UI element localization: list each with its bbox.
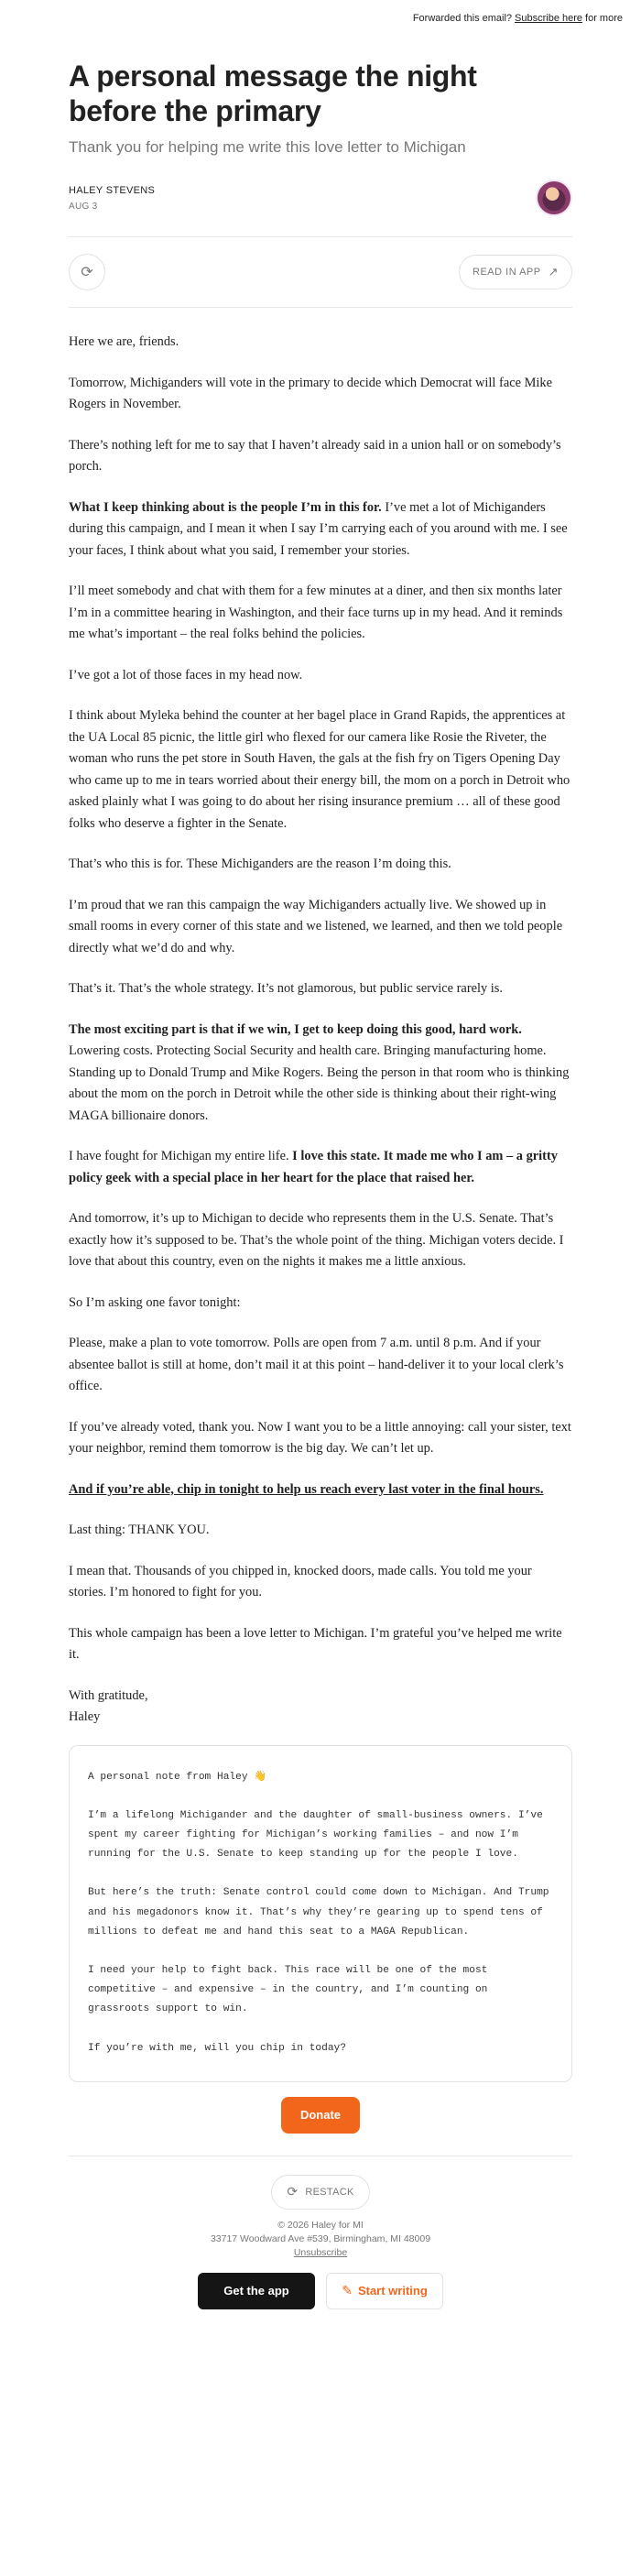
restack-row bbox=[69, 2175, 572, 2210]
body-paragraph: There’s nothing left for me to say that I haven’t already said in a union hall or on somebody’s porch. bbox=[69, 437, 561, 474]
personal-note-box bbox=[69, 1745, 572, 2082]
read-in-app-button[interactable] bbox=[459, 255, 572, 289]
body-paragraph: Last thing: THANK YOU. bbox=[69, 1523, 210, 1537]
body-text: I have fought for Michigan my entire life. bbox=[69, 1149, 293, 1163]
restack-circle-button[interactable] bbox=[69, 254, 105, 290]
forward-bar bbox=[0, 0, 641, 37]
body-paragraph bbox=[69, 1146, 572, 1189]
bold-text: The most exciting part is that if we win, I get to keep doing this good, hard work. bbox=[69, 1021, 522, 1037]
body-paragraph: So I’m asking one favor tonight: bbox=[69, 1294, 241, 1310]
note-paragraph: I’m a lifelong Michigander and the daughter of small-business owners. I’ve spent my career fighting for Michigan’s working families – and now I’m running for the U.S. Senate to keep standing up for the people I love. bbox=[88, 1809, 543, 1861]
note-heading: A personal note from Haley 👋 bbox=[88, 1771, 267, 1783]
body-paragraph: That’s it. That’s the whole strategy. It’s not glamorous, but public service rarely is. bbox=[69, 981, 503, 996]
post-body bbox=[69, 332, 572, 1729]
body-paragraph: Please, make a plan to vote tomorrow. Polls are open from 7 a.m. until 8 p.m. And if your absentee ballot is still at home, don’t mail it at this point – hand-deliver it to your local clerk’s office. bbox=[69, 1336, 564, 1393]
note-paragraph: But here’s the truth: Senate control could come down to Michigan. And Trump and his megadonors know it. That’s why they’re gearing up to spend tens of millions to defeat me and hand this seat to a MAGA Republican. bbox=[88, 1887, 549, 1937]
get-the-app-button[interactable]: Get the app bbox=[198, 2273, 315, 2309]
body-paragraph: And tomorrow, it’s up to Michigan to decide who represents them in the U.S. Senate. That’s exactly how it’s supposed to be. That’s the whole point of the thing. Michigan voters decide. I love that about this country, even on the nights it makes me a little anxious. bbox=[69, 1211, 564, 1269]
signature: Haley bbox=[69, 1709, 101, 1724]
byline-text bbox=[69, 185, 155, 212]
post-date: AUG 3 bbox=[69, 201, 98, 212]
action-bar bbox=[69, 237, 572, 307]
body-paragraph: I’ll meet somebody and chat with them for a few minutes at a diner, and then six months later I’m in a committee hearing in Washington, and their face turns up in my head. And it reminds me what’s important – the real folks behind the policies. bbox=[69, 584, 563, 641]
post-title[interactable]: A personal message the night before the primary bbox=[69, 60, 477, 127]
body-paragraph: Here we are, friends. bbox=[69, 334, 179, 349]
donate-button[interactable]: Donate bbox=[281, 2097, 360, 2134]
body-paragraph: I mean that. Thousands of you chipped in, knocked doors, made calls. You told me your stories. I’m honored to fight for you. bbox=[69, 1563, 532, 1599]
body-paragraph: If you’ve already voted, thank you. Now I want you to be a little annoying: call your sister, text your neighbor, remind them tomorrow is the big day. We can’t let up. bbox=[69, 1419, 571, 1456]
arrow-up-right-icon: ↗ bbox=[548, 265, 559, 278]
note-paragraph: I need your help to fight back. This race will be one of the most competitive – and expensive – in the country, and I’m counting on grassroots support to win. bbox=[88, 1964, 488, 2015]
read-in-app-label: READ IN APP bbox=[473, 267, 541, 278]
body-paragraph: I think about Myleka behind the counter at her bagel place in Grand Rapids, the apprentices at the UA Local 85 picnic, the little girl who flexed for our camera like Rosie the Riveter, the woman who runs the pet store in South Haven, the gals at the fish fry on Tigers Opening Day who came up to me in tears worried about their energy bill, the mom on a porch in Detroit who asked plainly what I was going to do about her rising insurance premium … all of these good folks who deserve a fighter in the Senate. bbox=[69, 708, 570, 831]
start-writing-button[interactable] bbox=[326, 2273, 443, 2309]
body-text: I’ve met a lot of Michiganders during this campaign, and I mean it when I say I’m carrying each of you around with me. I see your faces, I think about what you said, I remember your stories. bbox=[69, 499, 568, 558]
restack-label: RESTACK bbox=[305, 2186, 354, 2198]
unsubscribe-link[interactable]: Unsubscribe bbox=[293, 2246, 348, 2258]
signoff-block bbox=[69, 1686, 572, 1729]
body-paragraph bbox=[69, 497, 572, 562]
post-subtitle: Thank you for helping me write this love letter to Michigan bbox=[69, 138, 466, 156]
author-name[interactable]: HALEY STEVENS bbox=[69, 184, 156, 196]
footer-copyright: © 2026 Haley for MI bbox=[277, 2219, 364, 2231]
bold-text: What I keep thinking about is the people I’m in this for. bbox=[69, 499, 382, 515]
body-paragraph: I’ve got a lot of those faces in my head now. bbox=[69, 667, 303, 682]
forward-suffix: for more bbox=[585, 13, 623, 24]
body-paragraph bbox=[69, 1479, 572, 1501]
bold-text: I love this state. It made me who I am – a gritty policy geek with a special place in her heart for the place that raised her. bbox=[69, 1149, 558, 1185]
subscribe-link[interactable]: Subscribe here bbox=[515, 13, 583, 24]
action-divider bbox=[69, 307, 572, 308]
body-paragraph: This whole campaign has been a love letter to Michigan. I’m grateful you’ve helped me write it. bbox=[69, 1625, 562, 1662]
body-paragraph: That’s who this is for. These Michiganders are the reason I’m doing this. bbox=[69, 857, 451, 871]
donate-row bbox=[69, 2097, 572, 2134]
byline bbox=[69, 180, 572, 216]
chip-in-link[interactable]: And if you’re able, chip in tonight to help us reach every last voter in the final hours. bbox=[69, 1481, 544, 1497]
body-text: Lowering costs. Protecting Social Security and health care. Bringing manufacturing home. Standing up to Donald Trump and Mike Rogers. Being the person in that room who is thinking about the mom on the porch in Detroit while the other side is thinking about their right-wing MAGA billionaire donors. bbox=[69, 1043, 570, 1123]
signoff: With gratitude, bbox=[69, 1687, 148, 1703]
footer bbox=[69, 2219, 572, 2260]
restack-icon: ⟳ bbox=[287, 2184, 299, 2199]
body-paragraph: I’m proud that we ran this campaign the way Michiganders actually live. We showed up in small rooms in every corner of this state and we listened, we learned, and then we told people directly what we’d do and why. bbox=[69, 897, 563, 955]
start-writing-label: Start writing bbox=[357, 2284, 428, 2298]
pen-icon: ✎ bbox=[342, 2283, 353, 2298]
restack-button[interactable] bbox=[271, 2175, 369, 2210]
body-paragraph bbox=[69, 1020, 572, 1128]
restack-icon: ⟳ bbox=[81, 265, 93, 280]
note-paragraph: If you’re with me, will you chip in today? bbox=[88, 2042, 346, 2054]
avatar[interactable] bbox=[536, 180, 572, 216]
post-container bbox=[69, 59, 572, 2309]
footer-address: 33717 Woodward Ave #539, Birmingham, MI 48009 bbox=[210, 2232, 431, 2244]
body-paragraph: Tomorrow, Michiganders will vote in the primary to decide which Democrat will face Mike Rogers in November. bbox=[69, 375, 552, 411]
forward-prefix: Forwarded this email? bbox=[412, 13, 513, 24]
app-buttons bbox=[69, 2273, 572, 2309]
